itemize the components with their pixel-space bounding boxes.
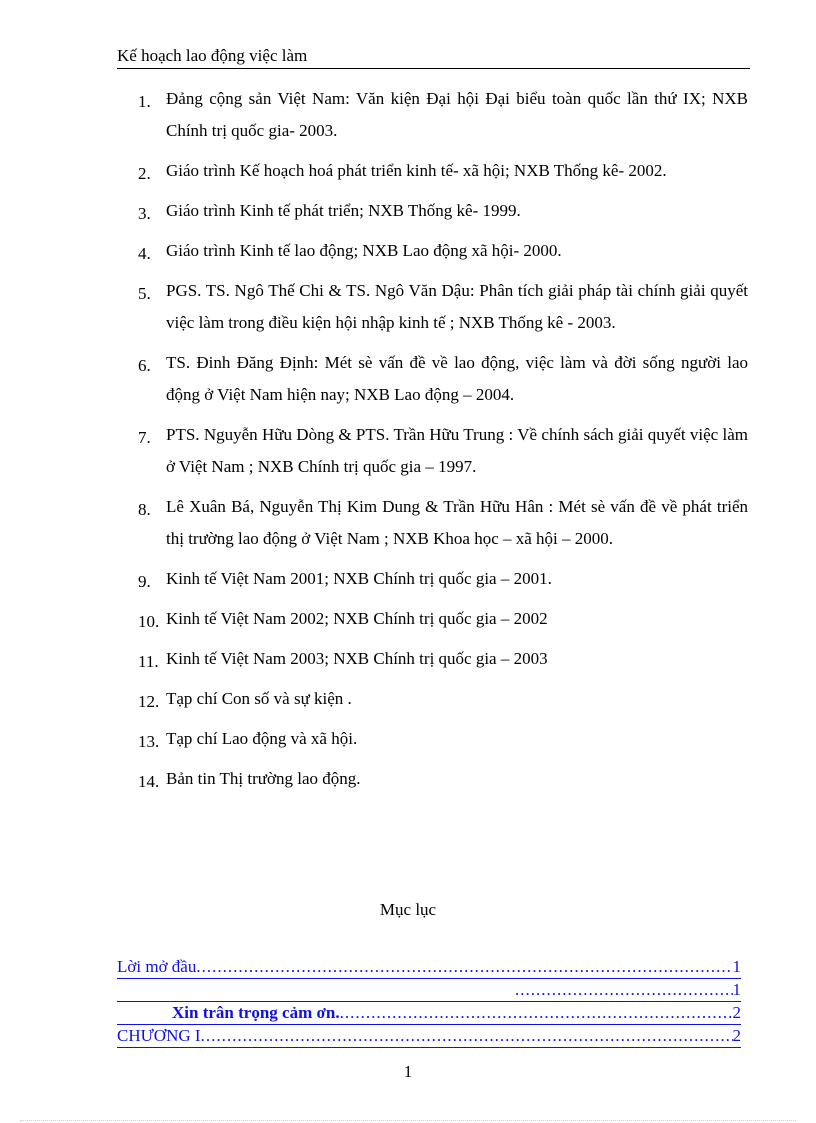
reference-item <box>138 419 748 483</box>
reference-text: Kinh tế Việt Nam 2001; NXB Chính trị quốc gia – 2001. <box>166 569 552 588</box>
toc-page: 2 <box>732 1026 741 1045</box>
reference-number: 14. <box>138 772 160 791</box>
reference-item <box>138 347 748 411</box>
reference-number: 2. <box>138 164 151 183</box>
reference-item <box>138 155 748 187</box>
reference-item <box>138 603 748 635</box>
toc-link-cam-on[interactable] <box>117 1002 741 1025</box>
toc-label: Lời mở đầu <box>117 957 197 976</box>
reference-text: PTS. Nguyễn Hữu Dòng & PTS. Trần Hữu Trung : Về chính sách giải quyết việc làm ở Việt Nam ; NXB Chính trị quốc gia – 1997. <box>166 425 748 476</box>
toc-page: 1 <box>732 957 741 976</box>
toc-link-loi-mo-dau[interactable] <box>117 956 741 979</box>
running-header <box>117 46 750 69</box>
reference-list <box>138 83 748 803</box>
reference-item <box>138 83 748 147</box>
reference-text: Tạp chí Lao động và xã hội. <box>166 729 358 748</box>
reference-text: Kinh tế Việt Nam 2003; NXB Chính trị quốc gia – 2003 <box>166 649 548 668</box>
reference-number: 5. <box>138 284 151 303</box>
reference-text: Giáo trình Kinh tế phát triển; NXB Thống kê- 1999. <box>166 201 521 220</box>
reference-number: 9. <box>138 572 151 591</box>
reference-text: PGS. TS. Ngô Thế Chi & TS. Ngô Văn Dậu: Phân tích giải pháp tài chính giải quyết việc làm trong điều kiện hội nhập kinh tế ; NXB Thống kê - 2003. <box>166 281 748 332</box>
reference-item <box>138 763 748 795</box>
toc-link-chuong-1[interactable] <box>117 1025 741 1048</box>
toc-link-blank[interactable] <box>117 979 741 1002</box>
reference-text: Lê Xuân Bá, Nguyễn Thị Kim Dung & Trần Hữu Hân : Mét sè vấn đề về phát triển thị trường lao động ở Việt Nam ; NXB Khoa học – xã hội – 2000. <box>166 497 748 548</box>
reference-text: Giáo trình Kinh tế lao động; NXB Lao động xã hội- 2000. <box>166 241 562 260</box>
reference-item <box>138 563 748 595</box>
toc-page: 2 <box>732 1003 741 1022</box>
reference-item <box>138 195 748 227</box>
reference-number: 1. <box>138 92 151 111</box>
reference-number: 4. <box>138 244 151 263</box>
reference-number: 6. <box>138 356 151 375</box>
page-bottom-divider <box>20 1120 796 1121</box>
reference-number: 3. <box>138 204 151 223</box>
toc-label: CHƯƠNG I <box>117 1026 201 1045</box>
reference-number: 8. <box>138 500 151 519</box>
page-number: 1 <box>403 1062 413 1081</box>
reference-number: 13. <box>138 732 160 751</box>
reference-item <box>138 275 748 339</box>
reference-text: Bản tin Thị trường lao động. <box>166 769 361 788</box>
table-of-contents <box>117 956 741 1048</box>
toc-page: 1 <box>732 980 741 999</box>
reference-number: 12. <box>138 692 160 711</box>
reference-item <box>138 491 748 555</box>
reference-text: Đảng cộng sản Việt Nam: Văn kiện Đại hội Đại biểu toàn quốc lần thứ IX; NXB Chính trị quốc gia- 2003. <box>166 89 748 140</box>
reference-item <box>138 235 748 267</box>
toc-title: Mục lục <box>379 900 437 919</box>
reference-text: TS. Đinh Đăng Định: Mét sè vấn đề về lao động, việc làm và đời sống người lao động ở Việt Nam hiện nay; NXB Lao động – 2004. <box>166 353 748 404</box>
toc-leader <box>201 1025 733 1047</box>
toc-leader <box>515 979 733 1001</box>
reference-text: Kinh tế Việt Nam 2002; NXB Chính trị quốc gia – 2002 <box>166 609 548 628</box>
toc-leader <box>196 956 732 978</box>
toc-label: Xin trân trọng cảm ơn. <box>172 1003 340 1022</box>
reference-number: 11. <box>138 652 159 671</box>
reference-number: 7. <box>138 428 151 447</box>
reference-text: Tạp chí Con số và sự kiện . <box>166 689 352 708</box>
reference-item <box>138 723 748 755</box>
reference-item <box>138 643 748 675</box>
toc-leader <box>340 1002 733 1024</box>
header-title: Kế hoạch lao động việc làm <box>117 46 308 65</box>
reference-text: Giáo trình Kế hoạch hoá phát triển kinh tế- xã hội; NXB Thống kê- 2002. <box>166 161 667 180</box>
reference-number: 10. <box>138 612 160 631</box>
reference-item <box>138 683 748 715</box>
